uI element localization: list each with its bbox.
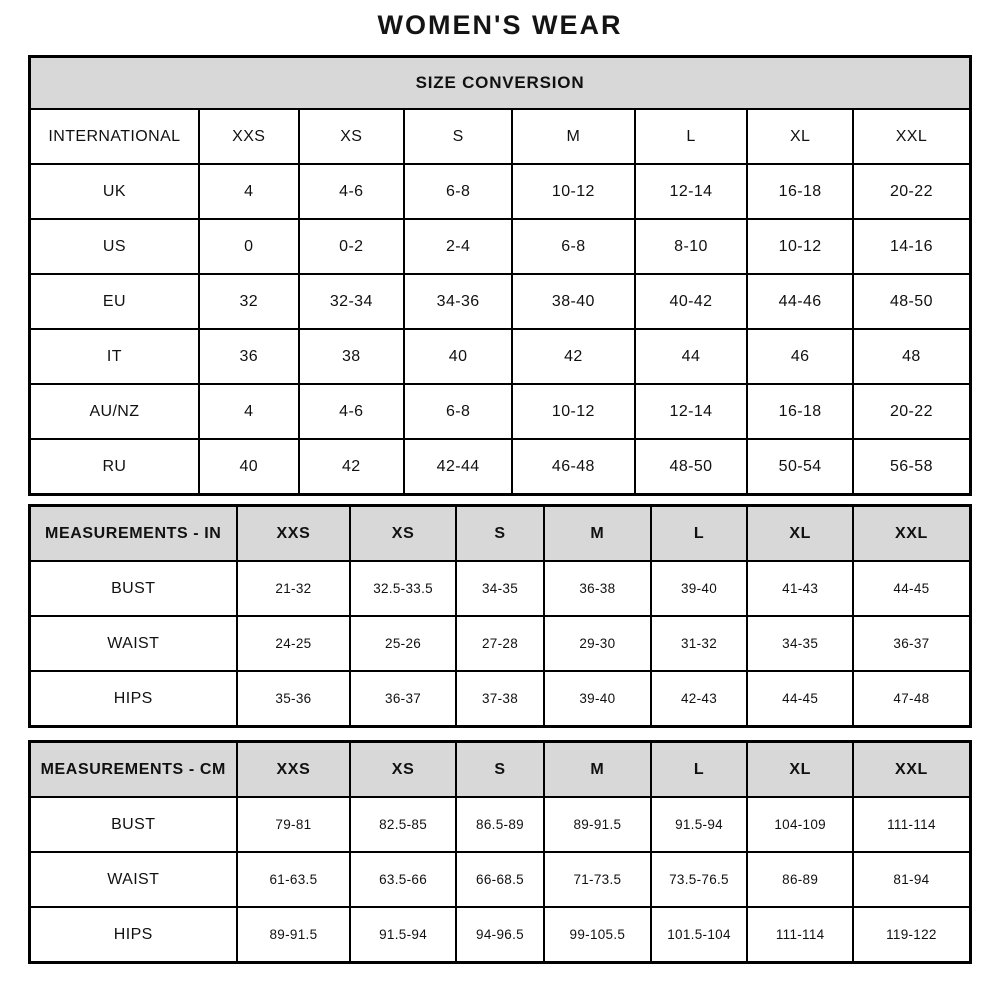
table-cell: 66-68.5 <box>456 852 544 907</box>
table-cell: 42-43 <box>651 671 748 727</box>
table-cell: 29-30 <box>544 616 650 671</box>
table-cell: 36-38 <box>544 561 650 616</box>
size-conversion-body <box>30 57 971 495</box>
table-cell: 91.5-94 <box>651 797 748 852</box>
column-header: S <box>404 109 512 164</box>
table-cell: 38-40 <box>512 274 634 329</box>
table-cell: 50-54 <box>747 439 852 495</box>
table-cell: 48-50 <box>635 439 748 495</box>
table-cell: 4 <box>199 164 299 219</box>
table-cell: 101.5-104 <box>651 907 748 963</box>
table-cell: 99-105.5 <box>544 907 650 963</box>
table-cell: 48 <box>853 329 971 384</box>
column-header: XS <box>299 109 404 164</box>
measurements-in-body <box>30 506 971 727</box>
table-cell: 34-36 <box>404 274 512 329</box>
table-cell: 94-96.5 <box>456 907 544 963</box>
table-cell: 119-122 <box>853 907 971 963</box>
table-cell: 44 <box>635 329 748 384</box>
table-cell: 2-4 <box>404 219 512 274</box>
row-label: UK <box>30 164 199 219</box>
column-header: XL <box>747 506 852 562</box>
column-header: S <box>456 506 544 562</box>
table-cell: 20-22 <box>853 384 971 439</box>
row-label: WAIST <box>30 616 237 671</box>
column-header: L <box>651 742 748 798</box>
table-cell: 79-81 <box>237 797 351 852</box>
size-conversion-table <box>28 55 972 496</box>
table-cell: 111-114 <box>853 797 971 852</box>
measurements-cm-body <box>30 742 971 963</box>
table-cell: 21-32 <box>237 561 351 616</box>
table-cell: 44-45 <box>853 561 971 616</box>
table-cell: 36 <box>199 329 299 384</box>
table-cell: 39-40 <box>544 671 650 727</box>
table-cell: 81-94 <box>853 852 971 907</box>
table-cell: 71-73.5 <box>544 852 650 907</box>
table-row <box>30 439 971 495</box>
column-header: M <box>544 742 650 798</box>
table-cell: 34-35 <box>456 561 544 616</box>
table-cell: 6-8 <box>512 219 634 274</box>
table-cell: 16-18 <box>747 164 852 219</box>
table-cell: 86-89 <box>747 852 852 907</box>
table-cell: 31-32 <box>651 616 748 671</box>
table-cell: 4 <box>199 384 299 439</box>
size-conversion-banner-row <box>30 57 971 110</box>
table-cell: 42-44 <box>404 439 512 495</box>
column-header: XS <box>350 506 455 562</box>
size-conversion-banner: SIZE CONVERSION <box>30 57 971 110</box>
table-cell: 42 <box>299 439 404 495</box>
row-label: HIPS <box>30 671 237 727</box>
row-label: BUST <box>30 797 237 852</box>
row-label: IT <box>30 329 199 384</box>
table-cell: 82.5-85 <box>350 797 455 852</box>
table-cell: 6-8 <box>404 164 512 219</box>
table-cell: 12-14 <box>635 164 748 219</box>
table-cell: 36-37 <box>350 671 455 727</box>
page-title: WOMEN'S WEAR <box>377 10 623 40</box>
table-cell: 40-42 <box>635 274 748 329</box>
table-cell: 32 <box>199 274 299 329</box>
column-header: MEASUREMENTS - CM <box>30 742 237 798</box>
table-row <box>30 797 971 852</box>
row-label: BUST <box>30 561 237 616</box>
table-cell: 73.5-76.5 <box>651 852 748 907</box>
column-header: M <box>544 506 650 562</box>
table-cell: 4-6 <box>299 164 404 219</box>
table-cell: 10-12 <box>512 384 634 439</box>
table-cell: 32.5-33.5 <box>350 561 455 616</box>
table-cell: 91.5-94 <box>350 907 455 963</box>
table-row <box>30 671 971 727</box>
table-cell: 44-45 <box>747 671 852 727</box>
table-cell: 42 <box>512 329 634 384</box>
table-row <box>30 329 971 384</box>
table-cell: 25-26 <box>350 616 455 671</box>
column-header: INTERNATIONAL <box>30 109 199 164</box>
table-cell: 39-40 <box>651 561 748 616</box>
table-row <box>30 616 971 671</box>
table-row <box>30 852 971 907</box>
table-cell: 89-91.5 <box>237 907 351 963</box>
table-cell: 16-18 <box>747 384 852 439</box>
measurements-in-table <box>28 504 972 728</box>
table-cell: 20-22 <box>853 164 971 219</box>
table-cell: 10-12 <box>512 164 634 219</box>
column-header: XXS <box>199 109 299 164</box>
table-cell: 41-43 <box>747 561 852 616</box>
table-cell: 61-63.5 <box>237 852 351 907</box>
column-header: XXS <box>237 506 351 562</box>
table-cell: 56-58 <box>853 439 971 495</box>
table-cell: 36-37 <box>853 616 971 671</box>
column-header: S <box>456 742 544 798</box>
column-header: XXS <box>237 742 351 798</box>
column-header: XL <box>747 742 852 798</box>
table-cell: 35-36 <box>237 671 351 727</box>
column-header: XXL <box>853 742 971 798</box>
table-cell: 111-114 <box>747 907 852 963</box>
table-cell: 40 <box>404 329 512 384</box>
table-cell: 24-25 <box>237 616 351 671</box>
table-row <box>30 274 971 329</box>
table-cell: 38 <box>299 329 404 384</box>
column-header: M <box>512 109 634 164</box>
column-header: XXL <box>853 109 971 164</box>
row-label: AU/NZ <box>30 384 199 439</box>
table-cell: 40 <box>199 439 299 495</box>
table-cell: 86.5-89 <box>456 797 544 852</box>
table-cell: 14-16 <box>853 219 971 274</box>
row-label: WAIST <box>30 852 237 907</box>
row-label: US <box>30 219 199 274</box>
table-cell: 37-38 <box>456 671 544 727</box>
table-row <box>30 561 971 616</box>
column-header: MEASUREMENTS - IN <box>30 506 237 562</box>
measurements-cm-header-row <box>30 742 971 798</box>
row-label: HIPS <box>30 907 237 963</box>
table-cell: 27-28 <box>456 616 544 671</box>
column-header: XL <box>747 109 852 164</box>
table-cell: 46-48 <box>512 439 634 495</box>
table-cell: 12-14 <box>635 384 748 439</box>
table-cell: 46 <box>747 329 852 384</box>
table-cell: 8-10 <box>635 219 748 274</box>
table-cell: 0 <box>199 219 299 274</box>
table-cell: 48-50 <box>853 274 971 329</box>
size-conversion-header-row <box>30 109 971 164</box>
table-cell: 32-34 <box>299 274 404 329</box>
measurements-cm-table <box>28 740 972 964</box>
table-cell: 34-35 <box>747 616 852 671</box>
column-header: L <box>651 506 748 562</box>
table-row <box>30 164 971 219</box>
table-cell: 10-12 <box>747 219 852 274</box>
table-cell: 4-6 <box>299 384 404 439</box>
table-row <box>30 384 971 439</box>
table-cell: 63.5-66 <box>350 852 455 907</box>
table-cell: 104-109 <box>747 797 852 852</box>
column-header: L <box>635 109 748 164</box>
row-label: EU <box>30 274 199 329</box>
column-header: XXL <box>853 506 971 562</box>
table-cell: 0-2 <box>299 219 404 274</box>
table-cell: 89-91.5 <box>544 797 650 852</box>
row-label: RU <box>30 439 199 495</box>
size-chart-page <box>28 0 972 964</box>
column-header: XS <box>350 742 455 798</box>
table-row <box>30 219 971 274</box>
measurements-in-header-row <box>30 506 971 562</box>
table-cell: 47-48 <box>853 671 971 727</box>
table-row <box>30 907 971 963</box>
table-cell: 6-8 <box>404 384 512 439</box>
table-cell: 44-46 <box>747 274 852 329</box>
